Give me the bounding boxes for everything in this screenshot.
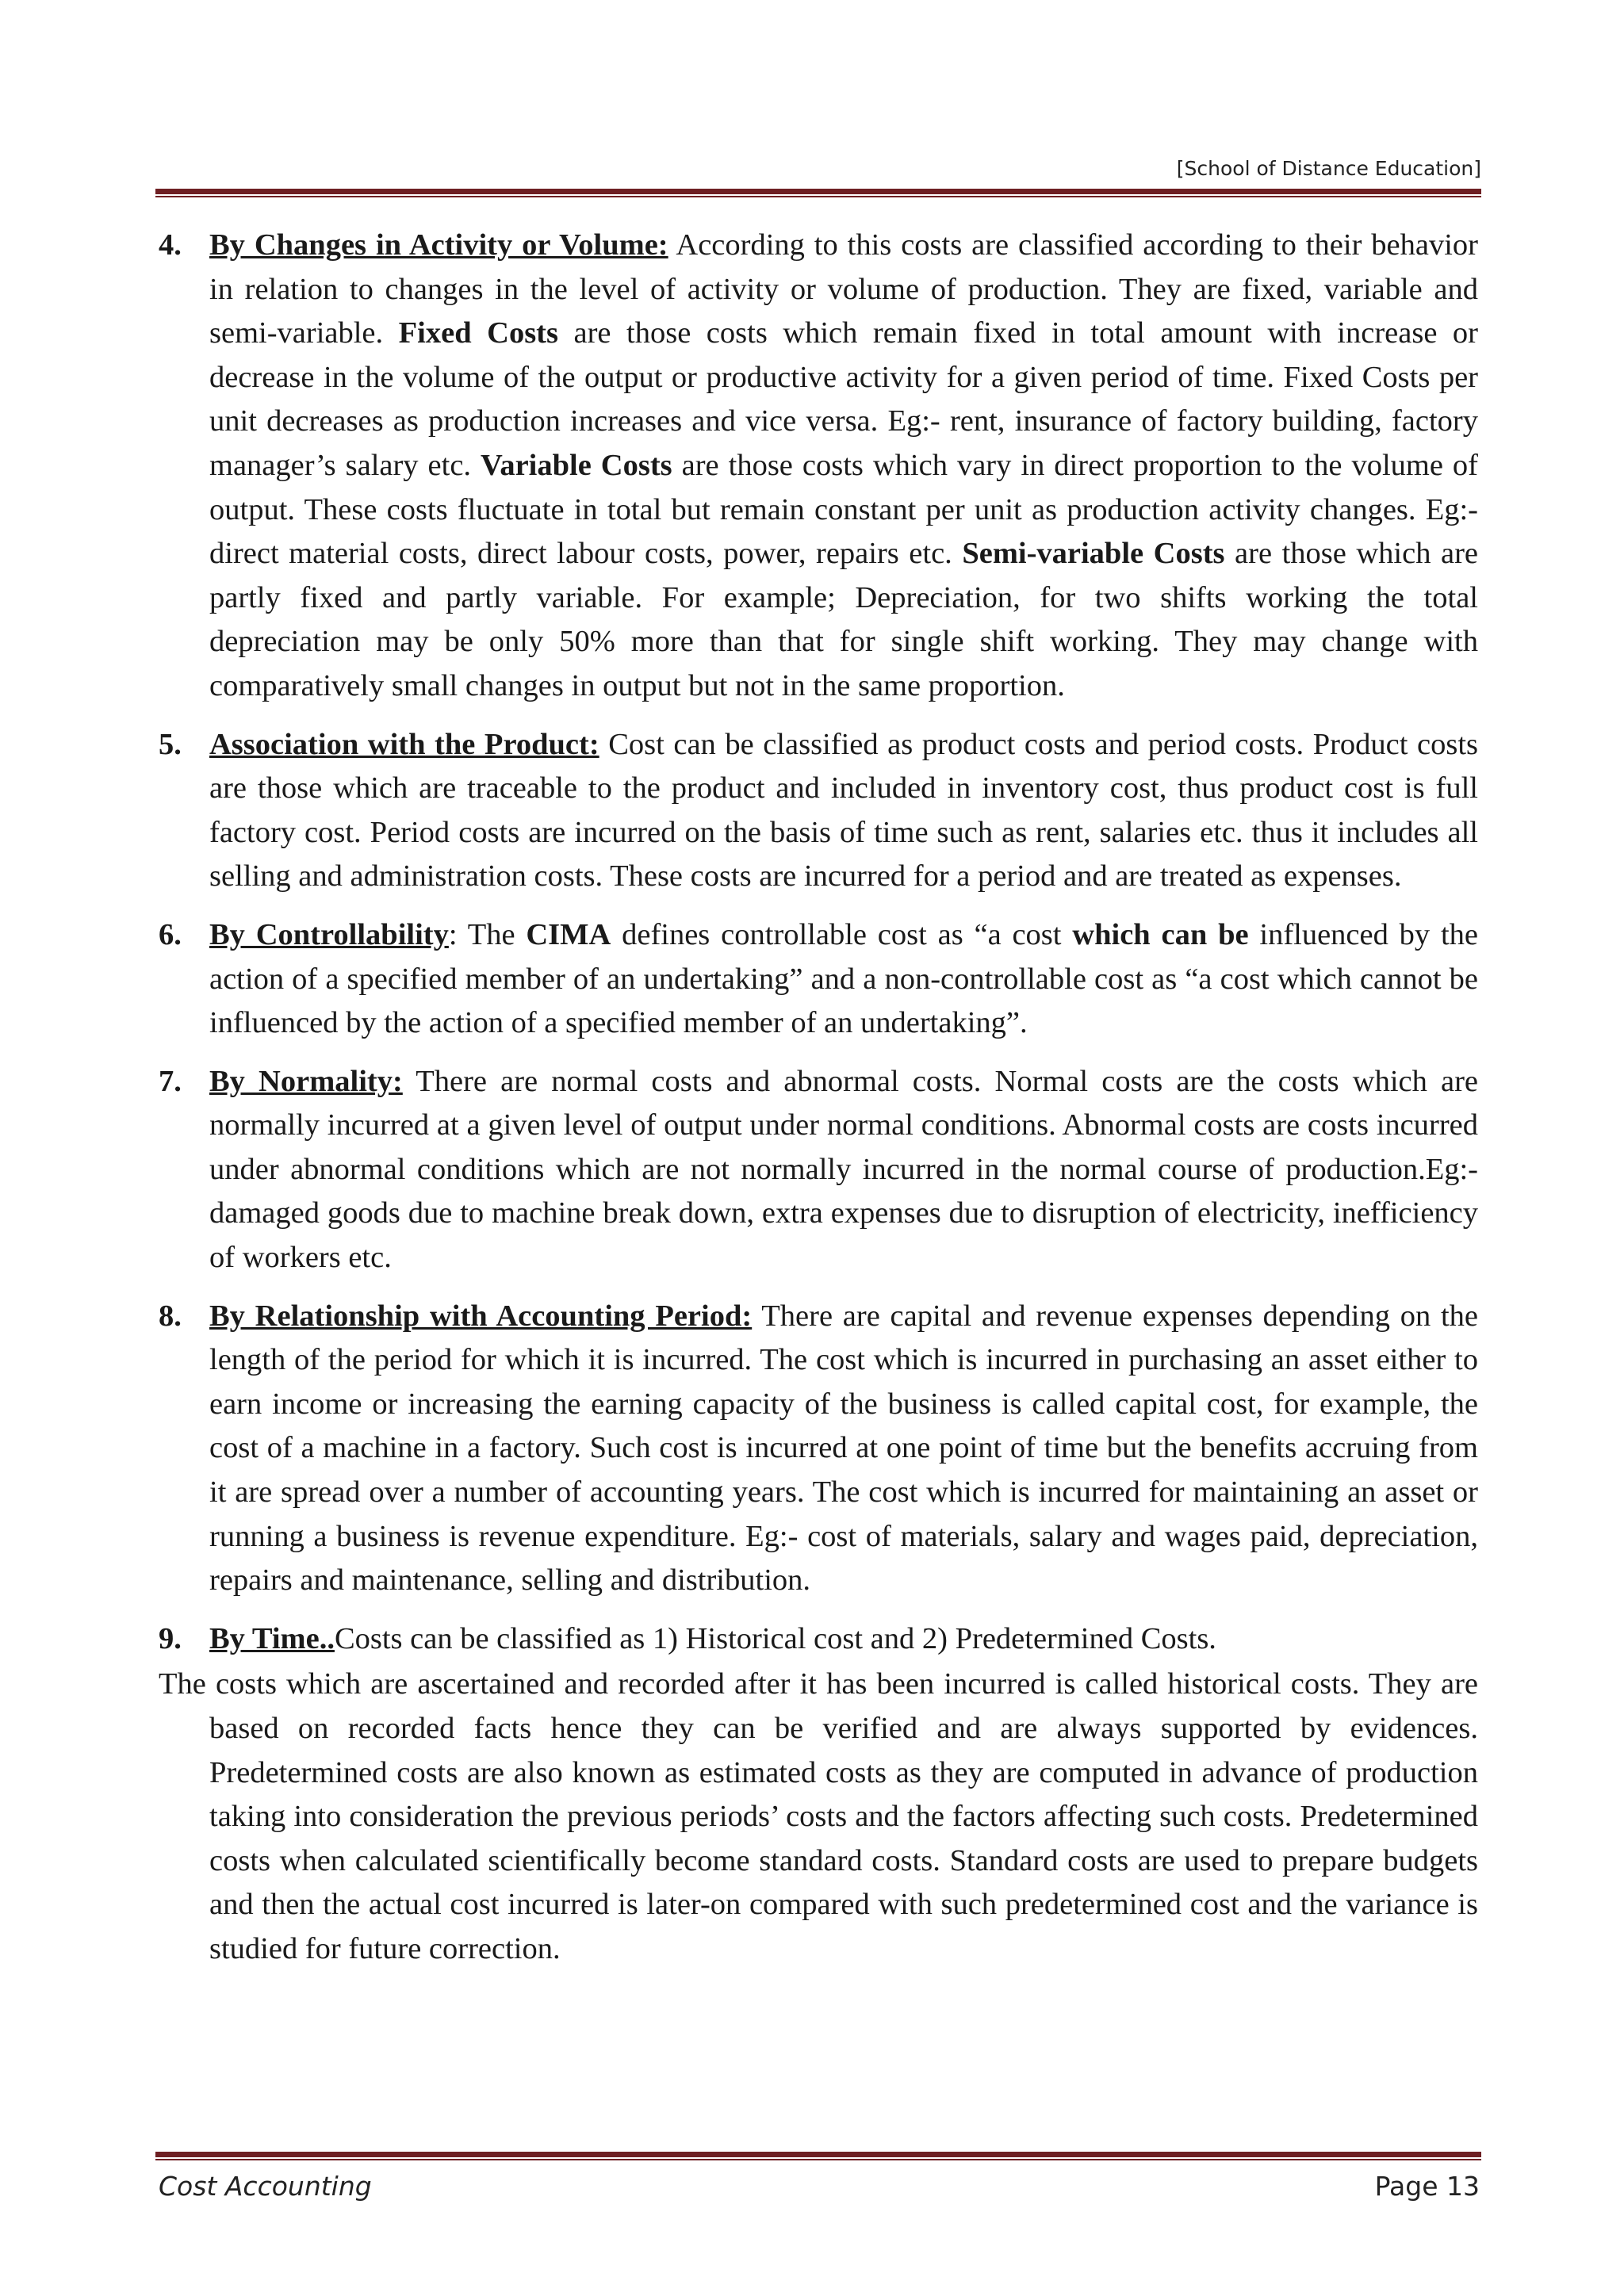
term-semi-variable-costs: Semi-variable Costs [962,537,1225,571]
list-item-time: 9. By Time..Costs can be classified as 1) Historical cost and 2) Predetermined Costs. [159,1617,1478,1662]
list-item-normality: 7. By Normality: There are normal costs and abnormal costs. Normal costs are the costs which are normally incurred at a given level of output under normal conditions. Abnormal costs are costs incurred under abnormal conditions which are not normally incurred in the normal course of production.Eg:- damaged goods due to machine break down, extra expenses due to disruption of electricity, inefficiency of workers etc. [159,1060,1478,1280]
list-item-association-product: 5. Association with the Product: Cost can be classified as product costs and period costs. Product costs are those which are traceable to the product and included in inventory cost, thus product cost is full factory cost. Period costs are incurred on the basis of time such as rent, salaries etc. thus it includes all selling and administration costs. These costs are incurred for a period and are treated as expenses. [159,723,1478,899]
continuation-paragraph: The costs which are ascertained and recorded after it has been incurred is called historical costs. They are based on recorded facts hence they can be verified and are always supported by evidences. Predetermined costs are also known as estimated costs as they are computed in advance of production taking into consideration the previous periods’ costs and the factors affecting such costs. Predetermined costs when calculated scientifically become standard costs. Standard costs are used to prepare budgets and then the actual cost incurred is later-on compared with such predetermined cost and the variance is studied for future correction. [159,1667,1478,1965]
header-institution: [School of Distance Education] [1176,157,1481,180]
item-number: 4. [159,228,182,262]
item-number: 8. [159,1299,182,1333]
item-number: 5. [159,727,182,761]
item-number: 7. [159,1064,182,1098]
header-rule [155,189,1481,197]
term-fixed-costs: Fixed Costs [398,316,558,350]
item-heading: By Controllability [209,917,449,951]
page-body [159,224,1478,1972]
footer-course-title: Cost Accounting [159,2171,372,2202]
item-heading: Association with the Product: [209,727,599,761]
list-item-controllability: 6. By Controllability: The CIMA defines controllable cost as “a cost which can be influenced by the action of a specified member of an undertaking” and a non-controllable cost as “a cost which cannot be influenced by the action of a specified member of an undertaking”. [159,913,1478,1046]
term-cima: CIMA [526,917,611,951]
item-heading: By Changes in Activity or Volume: [209,228,668,262]
footer-rule [155,2152,1481,2160]
item-heading: By Normality: [209,1064,403,1098]
footer-page-number: Page 13 [1374,2171,1480,2202]
item-number: 6. [159,917,182,951]
item-heading: By Relationship with Accounting Period: [209,1299,753,1333]
item-number: 9. [159,1621,182,1655]
term-which-can-be: which can be [1072,917,1249,951]
list-item-activity-volume: 4. By Changes in Activity or Volume: According to this costs are classified according to their behavior in relation to changes in the level of activity or volume of production. They are fixed, variable and semi-variable. Fixed Costs are those costs which remain fixed in total amount with increase or decrease in the volume of the output or productive activity for a given period of time. Fixed Costs per unit decreases as production increases and vice versa. Eg:- rent, insurance of factory building, factory manager’s salary etc. Variable Costs are those costs which vary in direct proportion to the volume of output. These costs fluctuate in total but remain constant per unit as production activity changes. Eg:- direct material costs, direct labour costs, power, repairs etc. Semi-variable Costs are those which are partly fixed and partly variable. For example; Depreciation, for two shifts working the total depreciation may be only 50% more than that for single shift working. They may change with comparatively small changes in output but not in the same proportion. [159,224,1478,709]
item-heading: By Time.. [209,1621,335,1655]
list-item-accounting-period: 8. By Relationship with Accounting Period: There are capital and revenue expenses depending on the length of the period for which it is incurred. The cost which is incurred in purchasing an asset either to earn income or increasing the earning capacity of the business is called capital cost, for example, the cost of a machine in a factory. Such cost is incurred at one point of time but the benefits accruing from it are spread over a number of accounting years. The cost which is incurred for maintaining an asset or running a business is revenue expenditure. Eg:- cost of materials, salary and wages paid, depreciation, repairs and maintenance, selling and distribution. [159,1295,1478,1603]
term-variable-costs: Variable Costs [481,448,672,482]
